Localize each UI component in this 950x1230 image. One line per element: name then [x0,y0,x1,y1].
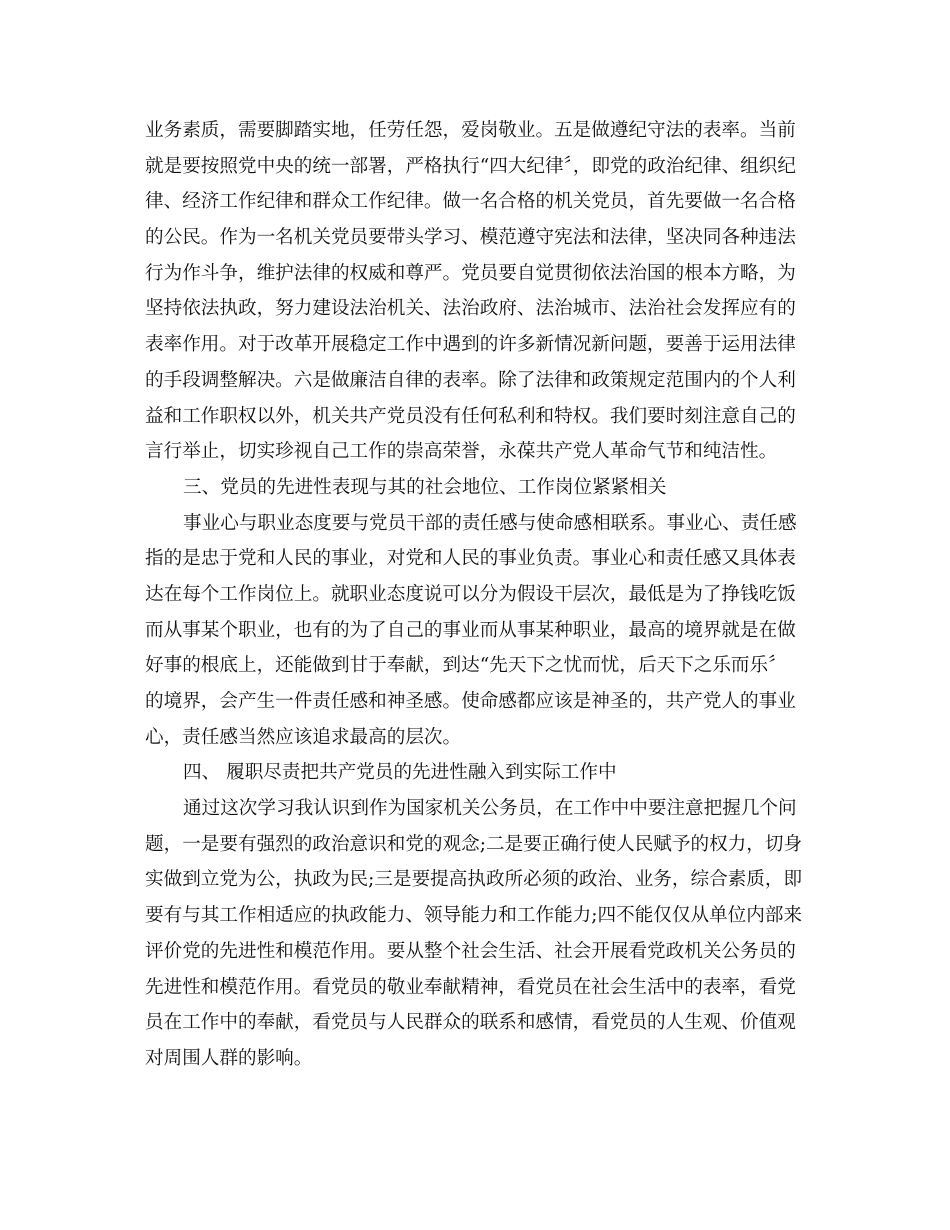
text-line: 律、经济工作纪律和群众工作纪律。做一名合格的机关党员，首先要做一名合格 [145,191,796,213]
text-line: 实做到立党为公，执政为民;三是要提高执政所必须的政治、业务，综合素质，即 [145,869,803,891]
paragraph-learning-reflections [145,791,825,1077]
text-line: 题，一是要有强烈的政治意识和党的观念;二是要正确行使人民赋予的权力，切身 [145,833,803,855]
text-line: 先进性和模范作用。看党员的敬业奉献精神，看党员在社会生活中的表率，看党 [145,976,796,998]
paragraph-dedication-and-responsibility [145,506,825,756]
text-line: 达在每个工作岗位上。就职业态度说可以分为假设干层次，最低是为了挣钱吃饭 [145,583,796,605]
text-line: 益和工作职权以外，机关共产党员没有任何私利和特权。我们要时刻注意自己的 [145,405,796,427]
paragraph-discipline-and-integrity [145,113,825,470]
document-body [145,113,825,1077]
text-line: 评价党的先进性和模范作用。要从整个社会生活、社会开展看党政机关公务员的 [145,940,796,962]
text-line: 对周围人群的影响。 [145,1047,313,1069]
text-line: 的手段调整解决。六是做廉洁自律的表率。除了法律和政策规定范围内的个人利 [145,369,796,391]
text-line: 的境界，会产生一件责任感和神圣感。使命感都应该是神圣的，共产党人的事业 [145,691,796,712]
text-line: 言行举止，切实珍视自己工作的崇高荣誉，永葆共产党人革命气节和纯洁性。 [145,441,778,463]
text-line: 通过这次学习我认识到作为国家机关公务员，在工作中中要注意把握几个问 [183,798,797,820]
text-line: 的公民。作为一名机关党员要带头学习、模范遵守宪法和法律，坚决同各种违法 [145,227,796,249]
text-line: 就是要按照党中央的统一部署，严格执行“四大纪律〞，即党的政治纪律、组织纪 [145,155,796,177]
text-line: 坚持依法执政，努力建设法治机关、法治政府、法治城市、法治社会发挥应有的 [145,298,796,320]
text-line: 而从事某个职业，也有的为了自己的事业而从事某种职业，最高的境界就是在做 [145,619,796,641]
text-line: 表率作用。对于改革开展稳定工作中遇到的许多新情况新问题，要善于运用法律 [145,334,796,356]
text-line: 行为作斗争，维护法律的权威和尊严。党员要自觉贯彻依法治国的根本方略，为 [145,262,796,284]
section-heading-four: 四、 履职尽责把共产党员的先进性融入到实际工作中 [183,762,617,784]
text-line: 员在工作中的奉献，看党员与人民群众的联系和感情，看党员的人生观、价值观 [145,1012,796,1034]
text-line: 要有与其工作相适应的执政能力、领导能力和工作能力;四不能仅仅从单位内部来 [145,905,803,927]
text-line: 业务素质，需要脚踏实地，任劳任怨，爱岗敬业。五是做遵纪守法的表率。当前 [145,120,796,141]
text-line: 好事的根底上，还能做到甘于奉献，到达“先天下之忧而忧，后天下之乐而乐〞 [145,655,787,677]
text-line: 心，责任感当然应该追求最高的层次。 [145,726,462,748]
text-line: 事业心与职业态度要与党员干部的责任感与使命感相联系。事业心、责任感 [183,512,797,534]
text-line: 指的是忠于党和人民的事业，对党和人民的事业负责。事业心和责任感又具体表 [145,548,796,570]
section-heading-three: 三、党员的先进性表现与其的社会地位、工作岗位紧紧相关 [183,476,667,498]
